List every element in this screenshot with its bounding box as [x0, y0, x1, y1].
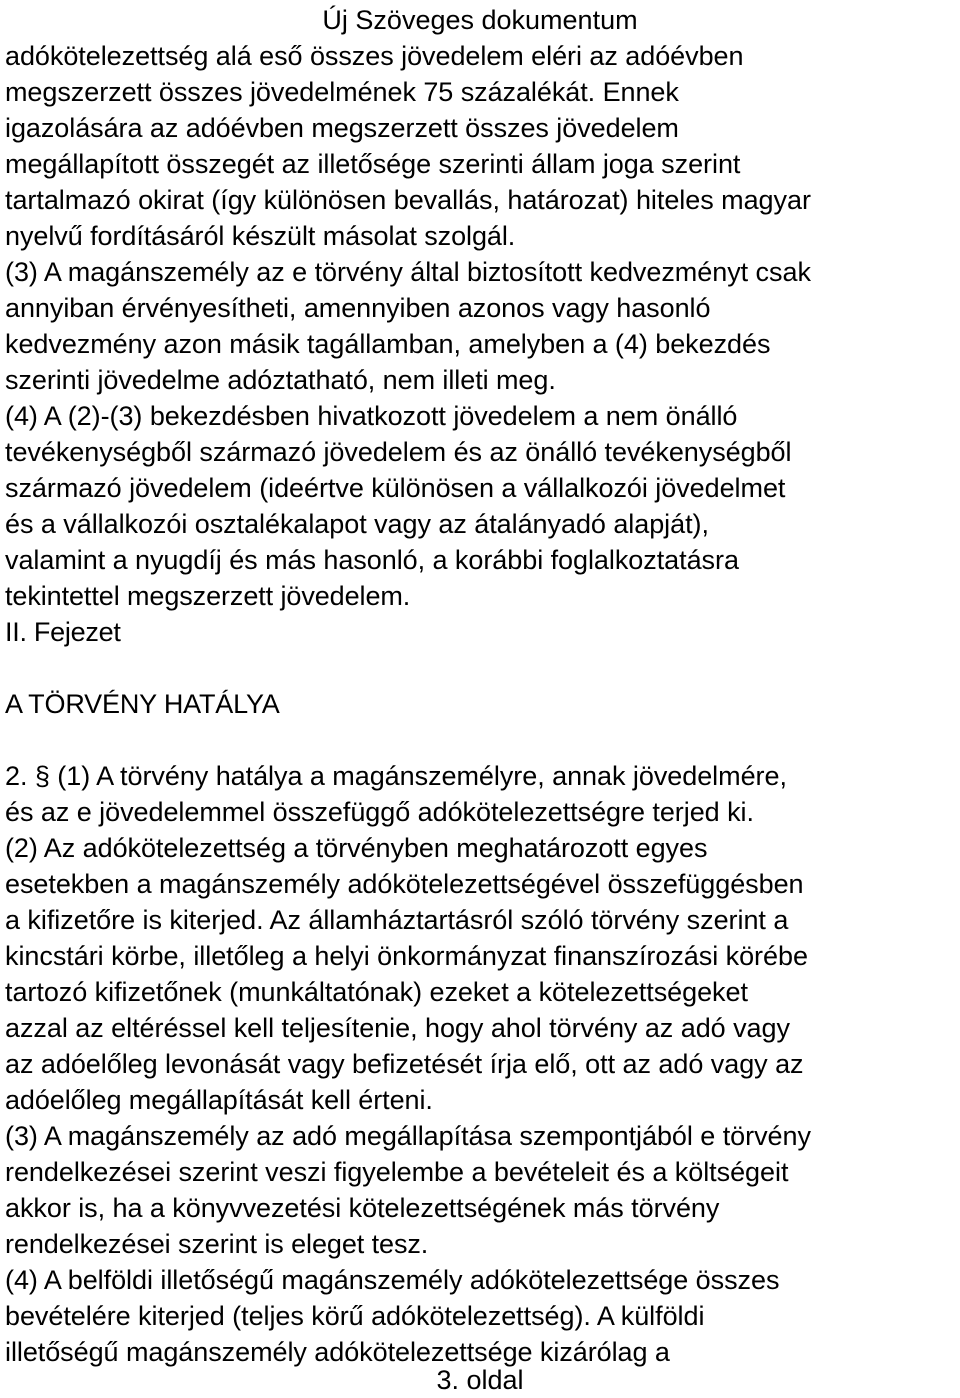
text-line: és a vállalkozói osztalékalapot vagy az átalányadó alapját), — [5, 509, 709, 539]
text-line: annyiban érvényesítheti, amennyiben azonos vagy hasonló — [5, 293, 711, 323]
text-line: (3) A magánszemély az adó megállapítása szempontjából e törvény — [5, 1121, 811, 1151]
text-line: igazolására az adóévben megszerzett összes jövedelem — [5, 113, 679, 143]
blank-line — [5, 650, 960, 686]
text-line: nyelvű fordításáról készült másolat szolgál. — [5, 221, 516, 251]
text-line: tekintettel megszerzett jövedelem. — [5, 581, 411, 611]
text-line: megszerzett összes jövedelmének 75 százalékát. Ennek — [5, 77, 679, 107]
text-line: kedvezmény azon másik tagállamban, amelyben a (4) bekezdés — [5, 329, 771, 359]
text-line: adókötelezettség alá eső összes jövedelem eléri az adóévben — [5, 41, 744, 71]
text-line: akkor is, ha a könyvvezetési kötelezettségének más törvény — [5, 1193, 720, 1223]
document-title: Új Szöveges dokumentum — [322, 5, 638, 35]
text-line: tartozó kifizetőnek (munkáltatónak) ezeket a kötelezettségeket — [5, 977, 748, 1007]
page-number: 3. oldal — [436, 1365, 524, 1395]
text-line: esetekben a magánszemély adókötelezettségével összefüggésben — [5, 869, 804, 899]
text-line: az adóelőleg levonását vagy befizetését írja elő, ott az adó vagy az — [5, 1049, 804, 1079]
text-line: adóelőleg megállapítását kell érteni. — [5, 1085, 433, 1115]
chapter-title: A TÖRVÉNY HATÁLYA — [5, 689, 280, 719]
text-line: tevékenységből származó jövedelem és az önálló tevékenységből — [5, 437, 792, 467]
text-line: (2) Az adókötelezettség a törvényben meghatározott egyes — [5, 833, 708, 863]
text-line: (4) A belföldi illetőségű magánszemély adókötelezettsége összes — [5, 1265, 780, 1295]
text-line: rendelkezései szerint is eleget tesz. — [5, 1229, 429, 1259]
document-body — [5, 38, 960, 1370]
text-line: rendelkezései szerint veszi figyelembe a bevételeit és a költségeit — [5, 1157, 789, 1187]
chapter-number: II. Fejezet — [5, 617, 121, 647]
text-line: és az e jövedelemmel összefüggő adókötelezettségre terjed ki. — [5, 797, 754, 827]
text-line: valamint a nyugdíj és más hasonló, a korábbi foglalkoztatásra — [5, 545, 739, 575]
text-line: tartalmazó okirat (így különösen bevallás, határozat) hiteles magyar — [5, 185, 811, 215]
text-line: származó jövedelem (ideértve különösen a vállalkozói jövedelmet — [5, 473, 786, 503]
text-line: a kifizetőre is kiterjed. Az államháztartásról szóló törvény szerint a — [5, 905, 789, 935]
text-line: bevételére kiterjed (teljes körű adókötelezettség). A külföldi — [5, 1301, 705, 1331]
text-line: (4) A (2)-(3) bekezdésben hivatkozott jövedelem a nem önálló — [5, 401, 738, 431]
text-line: (3) A magánszemély az e törvény által biztosított kedvezményt csak — [5, 257, 811, 287]
text-line: 2. § (1) A törvény hatálya a magánszemélyre, annak jövedelmére, — [5, 761, 787, 791]
text-line: kincstári körbe, illetőleg a helyi önkormányzat finanszírozási körébe — [5, 941, 808, 971]
text-line: illetőségű magánszemély adókötelezettsége kizárólag a — [5, 1337, 670, 1367]
blank-line — [5, 722, 960, 758]
text-line: szerinti jövedelme adóztatható, nem illeti meg. — [5, 365, 556, 395]
text-line: megállapított összegét az illetősége szerinti állam joga szerint — [5, 149, 741, 179]
text-line: azzal az eltéréssel kell teljesítenie, hogy ahol törvény az adó vagy — [5, 1013, 790, 1043]
